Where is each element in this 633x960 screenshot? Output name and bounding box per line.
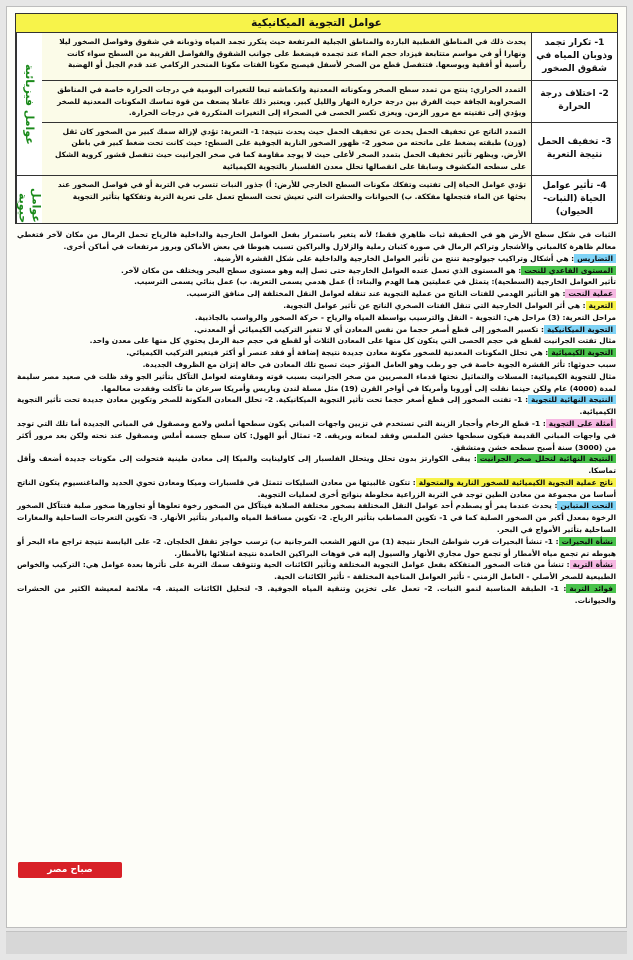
- paragraph-text: : تتكون غالبيتها من معادن السليكات تتمثل في فلسبارات وميكا ومعادن تحوي الحديد والماغنسيوم يتكون الناتج أساسا من مجموعة من معادن الطين توجد في التربة الزراعية مخلوطة بنواتج أخرى لعمليات التجوية.: [17, 477, 616, 499]
- notes-body: [17, 229, 616, 607]
- paragraph: [17, 583, 616, 607]
- term-heading: النتيجة النهائية للتجوية: [528, 395, 616, 404]
- paragraph: [17, 347, 616, 359]
- paragraph-text: : يبقى الكوارتز بدون تحلل ويتحلل الفلسبار إلى كاولينايت والميكا إلى معادن طينية فتحولت إلى مكونات جديدة أضعف وأقل تماسكا.: [17, 454, 616, 476]
- factor-text: يحدث ذلك في المناطق القطبية الباردة والمناطق الجبلية المرتفعة حيث يتكرر تجمد المياه وذوبانه في شقوق وفواصل الصخور ليلا ونهارا أو في مواسم متتابعة فيزداد حجم الماء عند تجمده فيضغط على جوانب الشقوق والفواصل القريبة من السطح سواء كانت رأسية أو أفقية ويوسعها. فتتفصل قطع من الصخر لأسفل فيصبح مكونا الفتات مكونا المنحدر الركامي عند قدم الجبل أو الهضبة: [42, 33, 531, 80]
- term-heading: ناتج عملية التجوية الكيميائية للصخور النارية والمتحولة: [416, 478, 616, 487]
- watermark-logo: صباح مصر: [18, 862, 122, 878]
- document-page: [6, 6, 627, 928]
- paragraph: [17, 371, 616, 395]
- paragraph-text: مثال للتجوية الكيميائية: المسلات والتماثيل نحتها قدماء المصريين من صخر الجرانيت بسبب قوته ومقاومته لعوامل التآكل بتأثير الجو وقد ظلت في صعيد مصر سليمة لمدة (4000) عام ولكن حينما نقلت إلى أوروبا وأمريكا في أواخر القرن (19) مثل مسلة لندن وباريس وأمريكا سرعان ما تآكلت وفقدت معالمها.: [17, 371, 616, 393]
- paragraph-text: : هو المستوى الذي تعمل عنده العوامل الخارجية حتى تصل إليه وهو مستوى سطح البحر ويختلف من مكان لآخر.: [120, 265, 522, 275]
- paragraph: [17, 324, 616, 336]
- paragraph-text: : هي أشكال وتراكيب جيولوجية تنتج من تأثير العوامل الخارجية والداخلية على شكل القشرة الأرضية.: [213, 253, 575, 263]
- paragraph-text: : 1- تنشأ البحيرات قرب شواطئ البحار نتيجة (1) من النهر الشعب المرجانية ب) ترسب حواجز تقفل الخلجان. 2- على اليابسة نتيجة تراجع ماء البحر أو هبوطه تم تجمع مياه الأمطار أو تجمع حول مجاري الأنهار والسيول إليه في فوهات البراكين الخامدة نتيجة امتلائها بالأمطار.: [17, 536, 616, 558]
- paragraph-text: سبب حدوثها: تأثر القشرة الجوية خاصة في جو رطب وهو العامل المؤثر حيث تصبح تلك المعادن في حالة إتزان مع الظروف الجديدة.: [142, 359, 616, 369]
- factor-label: 3- تخفيف الحمل نتيجة التعرية: [531, 123, 617, 175]
- term-heading: نشأة التربة: [570, 560, 616, 569]
- paragraph: [17, 253, 616, 265]
- paragraph: [17, 229, 616, 253]
- paragraph: [17, 312, 616, 324]
- term-heading: التجوية الكيميائية: [548, 348, 616, 357]
- paragraph-text: مراحل التعرية: (3) مراحل هي: التجوية - النقل والترسيب بواسطة المياه والرياح - حركة الصخور والرواسب بالجاذبية.: [195, 312, 616, 322]
- paragraph: [17, 453, 616, 477]
- term-heading: التضاريس: [574, 254, 616, 263]
- paragraph-text: الثبات في شكل سطح الأرض هو في الحقيقة ثبات ظاهري فقط؛ لأنه يتغير باستمرار بفعل العوامل الخارجية والداخلية فالرياح تحمل الرمال من مكان لآخر فتغطي معالم ظاهرة كالمباني والأشجار وتراكم الرمال في صورة كثبان رملية والزلازل والبراكين تسبب هبوطا في بعض الأماكن وبروز مرتفعات في أماكن أخرى.: [17, 230, 616, 251]
- paragraph: [17, 265, 616, 277]
- paragraph: [17, 559, 616, 583]
- paragraph: [17, 394, 616, 418]
- paragraph-text: : هو التأثير الهدمي للفتات الناتج من عملية التجوية عند تنقله لعوامل النقل المختلفة إلى منافق الترسيب.: [186, 289, 566, 299]
- term-heading: النتيجة النهائية لتحلل صخر الجرانيت: [477, 454, 616, 463]
- factor-text: التمدد الحراري: ينتج من تمدد سطح الصخر ومكوناته المعدنية وانكماشه تبعا للتغيرات اليومية في درجات الحرارة خاصة في المناطق الصحراوية الجافة حيث الفرق بين درجة حرارة النهار والليل كبير. ويعتبر ذلك عاملا يضعف من قوة تماسك المكونات المعدنية للصخر ويؤدي إلى تفتيته مع مرور الزمن. ويعزى تكسر الحصى في الصحراء إلى التغيرات المتكررة في درجات الحرارة.: [42, 81, 531, 122]
- factor-text: التمدد الناتج عن تخفيف الحمل يحدث عن تخفيف الحمل حيث يحدث نتيجة: 1- التعرية: تؤدي لإزالة سمك كبير من الصخور كان ثقل (وزن) طبقته يضغط على ماتحته من صخور 2- ظهور الصخور النارية الجوفية على السطح: حيث كانت تحت ضغط كبير في باطن الأرض. ويظهر تأثير تخفيف الحمل بتمدد الصخر لأعلى حيث لا يوجد مقاومة كما في صخر الجرانيت حيث تنفصل قشور كروية الشكل على سطحه المكشوف وسابقا على انفصالها تحلل معدن الفلسبار بالتجوية الكيميائية: [42, 123, 531, 175]
- paragraph: [17, 477, 616, 501]
- paragraph-text: : تنشأ من فتات الصخور المتفككة بفعل عوامل التجوية المختلفة وتأثير الكائنات الحية وتتوقف سمك التربة على تأثرها بعدة عوامل هي: التركيب والخواص الطبيعية للصخر الأصلي - العامل الزمني - تأثير العوامل المناخية المختلفة - تأثير الكائنات الحية.: [17, 560, 616, 582]
- paragraph: [17, 276, 616, 288]
- paragraph-text: تأثير العوامل الخارجية (السطحية): يتمثل في عمليتين هما الهدم والبناء: أ) عمل هدمي يسمى التعرية. ب) عمل بنائي يسمى الترسيب.: [134, 277, 616, 287]
- bottom-bar: [6, 931, 627, 954]
- biological-factors-label: عوامل حيوية: [16, 188, 43, 224]
- factor-text: تؤدي عوامل الحياة إلى تفتيت وتفكك مكونات السطح الخارجي للأرض: أ) جذور النبات تتسرب في التربة أو في فواصل الصخور عند بحثها عن الماء فتجعلها مفككة. ب) الحيوانات والحشرات التي تعيش تحت السطح تعمل على تعرية التربة وتفككها بتأثير التجوية: [42, 176, 531, 223]
- factors-table: [15, 33, 618, 224]
- paragraph: [17, 335, 616, 347]
- factor-label: 4- تأثير عوامل الحياة (النبات-الحيوان): [531, 176, 617, 223]
- physical-factors-label: عوامل فيزيائية: [17, 33, 42, 176]
- term-heading: نشأة البحيرات: [559, 537, 616, 546]
- page-title: عوامل التجوية الميكانيكية: [15, 13, 618, 33]
- term-heading: عملية النحت: [565, 289, 616, 298]
- factor-label: 2- اختلاف درجة الحرارة: [531, 81, 617, 122]
- factors-rows: [42, 33, 617, 223]
- term-heading: التجوية الميكانيكية: [544, 325, 616, 334]
- paragraph: [17, 359, 616, 371]
- factor-row: [42, 123, 617, 176]
- paragraph: [17, 288, 616, 300]
- factor-label: 1- تكرار تجمد وذوبان المياه في شقوق الصخور: [531, 33, 617, 80]
- paragraph-text: مثال تفتت الجرانيت لقطع في حجم الحصى التي يتكون كل منها على المعادن الثلاث أو لقطع في حجم حبة الرمل يحتوي كل منها على معدن واحد.: [89, 336, 616, 346]
- paragraph-text: : 1- تفتت الصخور إلى قطع أصغر حجما تحت تأثير التجوية الميكانيكية. 2- تحلل المعادن المكونة للصخر وتكوين معادن جديدة تحت تأثير التجوية الكيميائية.: [17, 395, 616, 417]
- term-heading: النحت المتباين: [557, 501, 616, 510]
- factor-row: [42, 33, 617, 81]
- paragraph-text: : 1- الطبقة المناسبة لنمو النبات. 2- تعمل على تخزين وتنقية المياه الجوفية. 3- لتحليل الكائنات الميتة. 4- ملائمة لمعيشة الكثير من الحشرات والحيوانات.: [17, 584, 616, 605]
- paragraph-text: : هي تحلل المكونات المعدنية للصخور مكونة معادن جديدة نتيجة إضافة أو فقد عنصر أو أكثر فيتغير التركيب الكيميائي.: [126, 348, 549, 358]
- paragraph: [17, 418, 616, 453]
- term-heading: المستوى القاعدي للنحت: [521, 266, 616, 275]
- paragraph: [17, 300, 616, 312]
- term-heading: التعرية: [586, 301, 616, 310]
- factor-row: [42, 176, 617, 223]
- paragraph: [17, 500, 616, 535]
- paragraph-text: : هي أثر العوامل الخارجية التي تنقل الفتات الصخري الناتج عن تأثير عوامل التجوية.: [283, 300, 586, 310]
- term-heading: فوائد التربة: [566, 584, 616, 593]
- paragraph-text: : يحدث عندما يمر أو يصطدم أحد عوامل النقل المختلفة بصخور مختلفة الصلابة فيتآكل من الصخور رخوة تعلوها أو تجاورها صخور صلبة فتتآكل الصخور الرخوة بمعدل أكبر من الصخور الصلبة كما في 1- تكوين المصاطب بتأثير الرياح. 2- تكوين مساقط المياه والميادر بتأثير الأنهار. 3- تكوين التعرجات الساحلية والمغارات الساحلية بتأثير الأمواج في البحر.: [17, 501, 616, 535]
- paragraph: [17, 536, 616, 560]
- paragraph-text: : تكسير الصخور إلى قطع أصغر حجما من نفس المعادن أي لا تتغير التركيب الكيميائي أو المعدني.: [194, 324, 544, 334]
- paragraph-text: : 1- قطع الرخام وأحجار الزينة التي تستخدم في تزيين واجهات المباني يكون سطحها أملس ولامع ومصقول في المباني الجديدة أما تلك التي توجد في واجهات المباني القديمة فيكون سطحها خشن الملمس وفقد لمعانه وبريقه. 2- تمثال أبو الهول: كان سطح جسمه أملس ومصقول عند نحته ولكن بعد مرور أكثر من (3000) سنة أصبح سطحه خشن ومتشقق.: [17, 418, 616, 452]
- side-labels: [16, 33, 42, 223]
- factor-row: [42, 81, 617, 123]
- term-heading: أمثلة على التجوية: [546, 419, 616, 428]
